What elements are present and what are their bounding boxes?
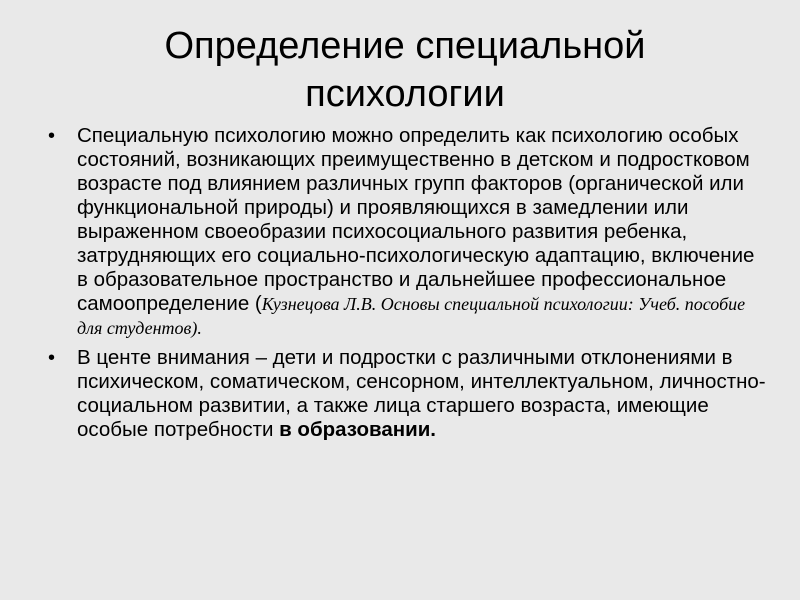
emphasis-text: в образовании. — [279, 418, 436, 441]
bullet-text: Специальную психологию можно определить как психологию особых состояний, возникающих преимущественно в детском и подростковом возрасте под влиянием различных групп факторов (органической или функциональной природы) и проявляющихся в замедлении или выраженном своеобразии психосоциального развития ребенка, затрудняющих его социально-психологическую адаптацию, включение в образовательное пространство и дальнейшее профессиональное самоопределение ( — [77, 124, 755, 315]
bullet-icon: • — [48, 347, 56, 369]
slide-title: Определение специальной психологии — [164, 25, 646, 115]
bullet-item-focus — [48, 346, 770, 442]
bullet-text: В центе внимания – дети и подростки с различными отклонениями в психическом, соматическом, сенсорном, интеллектуальном, личностно-социальном развитии, а также лица старшего возраста, имеющие особые потребности — [77, 346, 766, 441]
citation-text: Кузнецова Л.В. Основы специальной психологии: Учеб. пособие для студентов). — [77, 294, 746, 338]
bullet-item-definition — [48, 124, 770, 340]
bullet-icon: • — [48, 125, 56, 147]
bullet-list — [48, 124, 770, 442]
